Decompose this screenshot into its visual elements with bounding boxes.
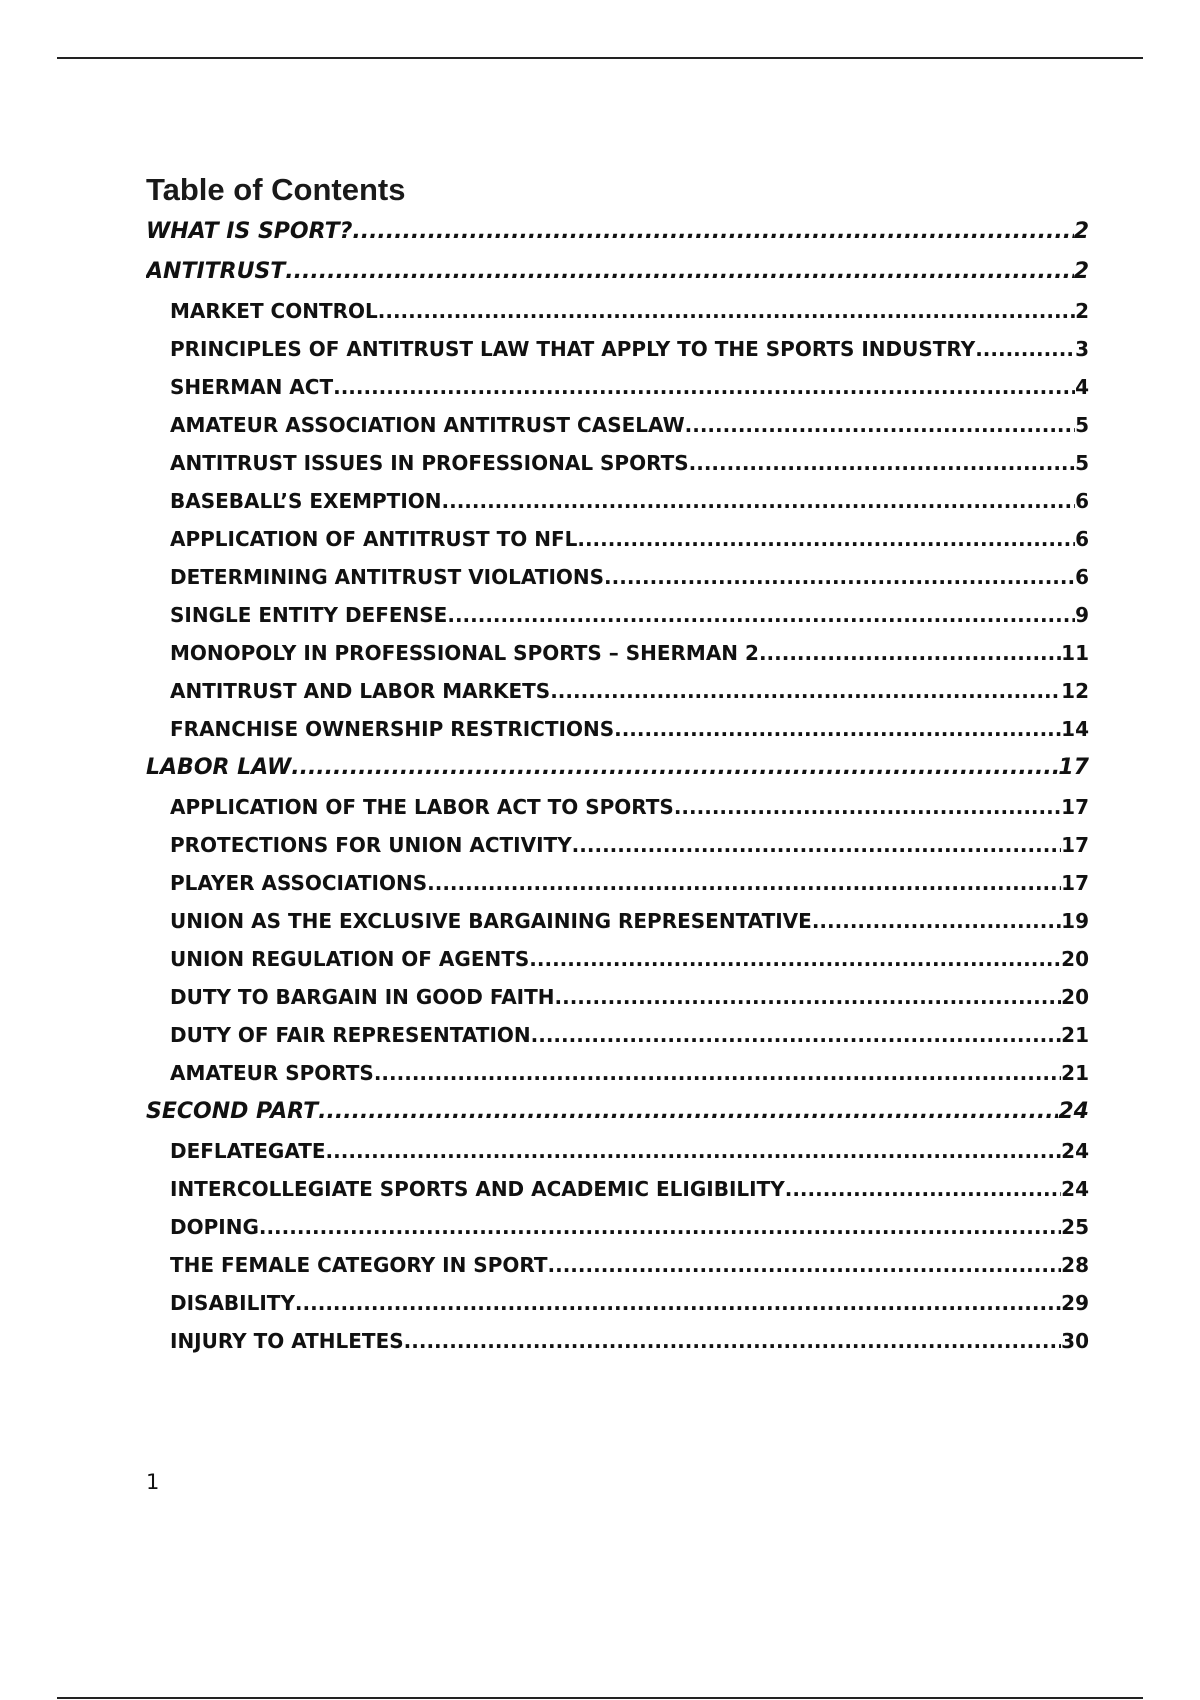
toc-entry-page: 24	[1061, 1177, 1089, 1201]
toc-dot-leader	[318, 1092, 1058, 1132]
toc-dot-leader	[577, 520, 1075, 558]
toc-entry-page: 17	[1061, 795, 1089, 819]
toc-entry-page: 9	[1075, 603, 1089, 627]
toc-entry-label: APPLICATION OF THE LABOR ACT TO SPORTS	[170, 795, 674, 819]
toc-entry-label: PRINCIPLES OF ANTITRUST LAW THAT APPLY TO THE SPORTS INDUSTRY	[170, 337, 976, 361]
toc-dot-leader	[352, 212, 1073, 252]
toc-entry-page: 21	[1061, 1061, 1089, 1085]
toc-entry-page: 5	[1075, 413, 1089, 437]
toc-entry-label: SHERMAN ACT	[170, 375, 334, 399]
toc-entry-page: 3	[1075, 337, 1089, 361]
toc-subheading-link[interactable]	[146, 902, 1089, 940]
toc-subheading-link[interactable]	[146, 1284, 1089, 1322]
toc-entry-page: 6	[1075, 527, 1089, 551]
toc-entry-label: FRANCHISE OWNERSHIP RESTRICTIONS	[170, 717, 615, 741]
toc-subheading-link[interactable]	[146, 444, 1089, 482]
toc-entry-label: DEFLATEGATE	[170, 1139, 326, 1163]
toc-subheading-link[interactable]	[146, 710, 1089, 748]
toc-subheading-link[interactable]	[146, 596, 1089, 634]
toc-subheading-link[interactable]	[146, 292, 1089, 330]
toc-subheading-link[interactable]	[146, 864, 1089, 902]
toc-dot-leader	[604, 558, 1075, 596]
toc-entry-page: 29	[1061, 1291, 1089, 1315]
toc-entry-page: 17	[1061, 833, 1089, 857]
toc-entry-label: ANTITRUST	[146, 259, 286, 284]
toc-dot-leader	[378, 292, 1075, 330]
toc-dot-leader	[442, 482, 1076, 520]
toc-entry-label: UNION AS THE EXCLUSIVE BARGAINING REPRESENTATIVE	[170, 909, 812, 933]
toc-dot-leader	[812, 902, 1061, 940]
toc-dot-leader	[614, 710, 1061, 748]
toc-subheading-link[interactable]	[146, 672, 1089, 710]
toc-entry-page: 6	[1075, 565, 1089, 589]
toc-dot-leader	[291, 748, 1058, 788]
toc-entry-label: SINGLE ENTITY DEFENSE	[170, 603, 448, 627]
toc-entry-label: DUTY TO BARGAIN IN GOOD FAITH	[170, 985, 555, 1009]
toc-entry-page: 21	[1061, 1023, 1089, 1047]
toc-subheading-link[interactable]	[146, 1246, 1089, 1284]
toc-subheading-link[interactable]	[146, 482, 1089, 520]
toc-entry-label: LABOR LAW	[146, 755, 292, 780]
toc-dot-leader	[685, 406, 1075, 444]
toc-subheading-link[interactable]	[146, 1054, 1089, 1092]
toc-heading-link[interactable]	[146, 1092, 1089, 1132]
toc-heading-link[interactable]	[146, 748, 1089, 788]
toc-subheading-link[interactable]	[146, 1132, 1089, 1170]
toc-subheading-link[interactable]	[146, 1016, 1089, 1054]
toc-dot-leader	[285, 252, 1073, 292]
toc-title: Table of Contents	[146, 172, 406, 207]
toc-subheading-link[interactable]	[146, 330, 1089, 368]
toc-dot-leader	[333, 368, 1075, 406]
toc-subheading-link[interactable]	[146, 978, 1089, 1016]
toc-entry-page: 20	[1061, 947, 1089, 971]
toc-dot-leader	[548, 1246, 1062, 1284]
toc-subheading-link[interactable]	[146, 826, 1089, 864]
toc-entry-page: 2	[1073, 219, 1089, 244]
toc-heading-link[interactable]	[146, 212, 1089, 252]
toc-entry-page: 4	[1075, 375, 1089, 399]
toc-subheading-link[interactable]	[146, 558, 1089, 596]
toc-entry-label: MARKET CONTROL	[170, 299, 378, 323]
toc-entry-page: 20	[1061, 985, 1089, 1009]
toc-entry-list	[146, 212, 1089, 1360]
toc-subheading-link[interactable]	[146, 1170, 1089, 1208]
toc-dot-leader	[759, 634, 1061, 672]
toc-entry-label: THE FEMALE CATEGORY IN SPORT	[170, 1253, 548, 1277]
toc-dot-leader	[785, 1170, 1061, 1208]
toc-subheading-link[interactable]	[146, 1322, 1089, 1360]
toc-dot-leader	[326, 1132, 1062, 1170]
page-number: 1	[146, 1470, 160, 1494]
toc-entry-page: 17	[1058, 755, 1089, 780]
toc-entry-page: 11	[1061, 641, 1089, 665]
toc-subheading-link[interactable]	[146, 634, 1089, 672]
toc-entry-page: 24	[1058, 1099, 1089, 1124]
toc-entry-label: DUTY OF FAIR REPRESENTATION	[170, 1023, 531, 1047]
toc-entry-label: SECOND PART	[146, 1099, 319, 1124]
toc-entry-page: 19	[1061, 909, 1089, 933]
toc-entry-page: 28	[1061, 1253, 1089, 1277]
toc-entry-page: 12	[1061, 679, 1089, 703]
toc-entry-label: INJURY TO ATHLETES	[170, 1329, 404, 1353]
toc-entry-label: ANTITRUST AND LABOR MARKETS	[170, 679, 551, 703]
toc-entry-label: UNION REGULATION OF AGENTS	[170, 947, 530, 971]
toc-entry-label: AMATEUR SPORTS	[170, 1061, 374, 1085]
toc-entry-page: 14	[1061, 717, 1089, 741]
toc-entry-page: 25	[1061, 1215, 1089, 1239]
toc-entry-page: 2	[1073, 259, 1089, 284]
toc-entry-page: 2	[1075, 299, 1089, 323]
toc-dot-leader	[259, 1208, 1061, 1246]
toc-entry-label: BASEBALL’S EXEMPTION	[170, 489, 442, 513]
toc-entry-page: 30	[1061, 1329, 1089, 1353]
header-rule	[57, 57, 1143, 59]
toc-dot-leader	[531, 1016, 1062, 1054]
toc-entry-label: APPLICATION OF ANTITRUST TO NFL	[170, 527, 578, 551]
toc-dot-leader	[427, 864, 1061, 902]
toc-entry-label: PLAYER ASSOCIATIONS	[170, 871, 428, 895]
toc-entry-label: DETERMINING ANTITRUST VIOLATIONS	[170, 565, 605, 589]
toc-dot-leader	[447, 596, 1075, 634]
toc-entry-label: ANTITRUST ISSUES IN PROFESSIONAL SPORTS	[170, 451, 689, 475]
toc-entry-label: AMATEUR ASSOCIATION ANTITRUST CASELAW	[170, 413, 685, 437]
toc-entry-page: 6	[1075, 489, 1089, 513]
toc-entry-label: WHAT IS SPORT?	[146, 219, 353, 244]
toc-dot-leader	[689, 444, 1075, 482]
toc-entry-label: INTERCOLLEGIATE SPORTS AND ACADEMIC ELIGIBILITY	[170, 1177, 785, 1201]
toc-entry-label: DISABILITY	[170, 1291, 295, 1315]
toc-dot-leader	[295, 1284, 1061, 1322]
toc-subheading-link[interactable]	[146, 788, 1089, 826]
toc-dot-leader	[674, 788, 1061, 826]
toc-subheading-link[interactable]	[146, 940, 1089, 978]
table-of-contents	[146, 168, 1089, 1360]
toc-entry-page: 5	[1075, 451, 1089, 475]
toc-subheading-link[interactable]	[146, 368, 1089, 406]
toc-heading-link[interactable]	[146, 252, 1089, 292]
toc-subheading-link[interactable]	[146, 1208, 1089, 1246]
toc-dot-leader	[555, 978, 1062, 1016]
toc-subheading-link[interactable]	[146, 520, 1089, 558]
toc-entry-label: MONOPOLY IN PROFESSIONAL SPORTS – SHERMAN 2	[170, 641, 759, 665]
toc-dot-leader	[404, 1322, 1062, 1360]
toc-dot-leader	[572, 826, 1061, 864]
toc-subheading-link[interactable]	[146, 406, 1089, 444]
footer-rule	[57, 1697, 1143, 1699]
toc-entry-label: DOPING	[170, 1215, 259, 1239]
toc-entry-label: PROTECTIONS FOR UNION ACTIVITY	[170, 833, 572, 857]
toc-entry-page: 17	[1061, 871, 1089, 895]
toc-entry-page: 24	[1061, 1139, 1089, 1163]
toc-dot-leader	[975, 330, 1075, 368]
toc-dot-leader	[374, 1054, 1061, 1092]
toc-dot-leader	[529, 940, 1061, 978]
toc-dot-leader	[550, 672, 1061, 710]
